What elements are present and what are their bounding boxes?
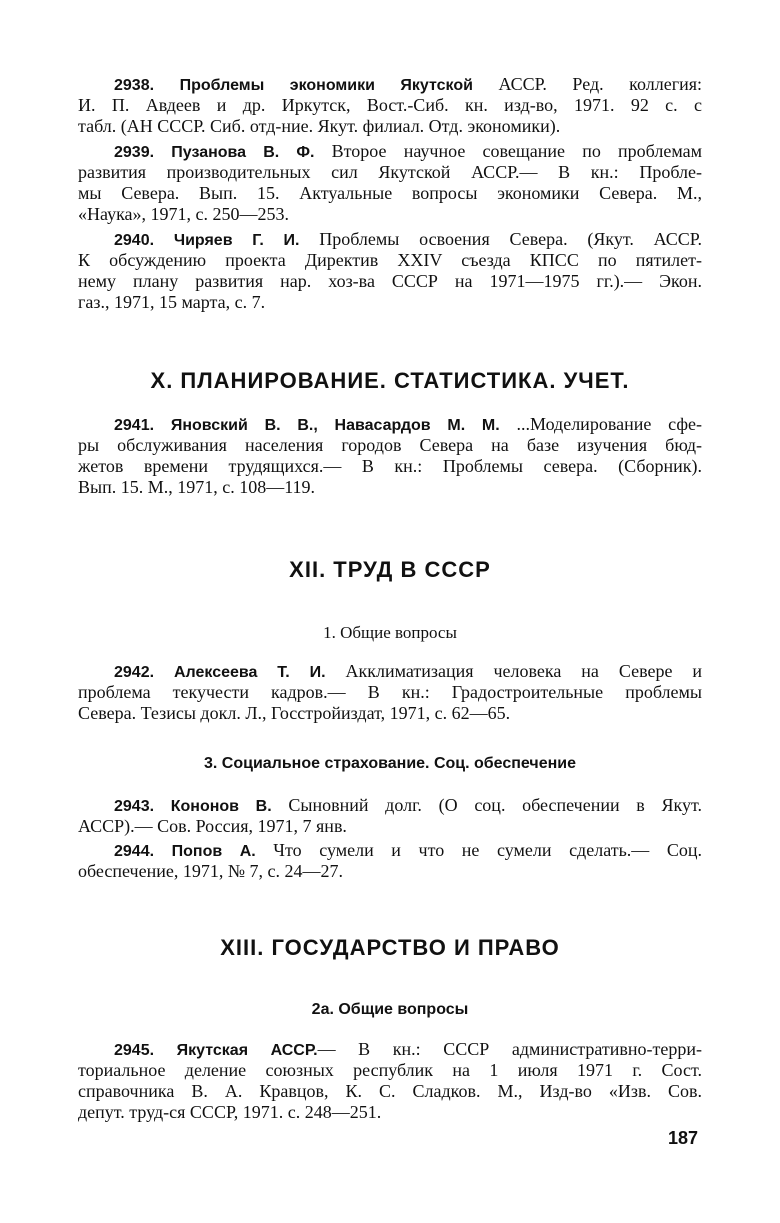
entry-2941: 2941. Яновский В. В., Навасардов М. М. ...Моделирование сфе- ры обслуживания населения городов Севера на базе изучения бюд- жетов времени трудящихся.— В кн.: Проблемы севера. (Сборник). Вып. 15. М., 1971, с. 108—119.: [78, 414, 702, 497]
subsection-heading: 1. Общие вопросы: [323, 623, 457, 642]
entry-author: Яновский В. В., Навасардов М. М.: [170, 417, 500, 434]
entry-author: Пузанова В. Ф.: [171, 144, 315, 161]
entry-number: 2944.: [114, 843, 155, 860]
page-number: 187: [668, 1128, 699, 1148]
entry-2940: 2940. Чиряев Г. И. Проблемы освоения Севера. (Якут. АССР. К обсуждению проекта Директив XXIV съезда КПСС по пятилет- нему плану развития нар. хоз-ва СССР на 1971—1975 гг.).— Экон. газ., 1971, 15 марта, с. 7.: [78, 229, 703, 312]
section-heading-x: X. ПЛАНИРОВАНИЕ. СТАТИСТИКА. УЧЕТ.: [150, 368, 630, 393]
entry-number: 2945.: [114, 1042, 155, 1059]
entry-author: Кононов В.: [170, 798, 272, 815]
entry-2942: 2942. Алексеева Т. И. Акклиматизация человека на Севере и проблема текучести кадров.— В кн.: Градостроительные проблемы Севера. Тезисы докл. Л., Госстройиздат, 1971, с. 62—65.: [78, 661, 703, 723]
entry-2939: 2939. Пузанова В. Ф. Второе научное совещание по проблемам развития производительных сил Якутской АССР.— В кн.: Пробле- мы Севера. Вып. 15. Актуальные вопросы экономики Севера. М., «Наука», 1971, с. 250—253.: [78, 141, 703, 224]
entry-author: Алексеева Т. И.: [174, 664, 326, 681]
entry-author: Чиряев Г. И.: [173, 232, 300, 249]
section-heading-xii: XII. ТРУД В СССР: [289, 557, 491, 582]
entry-2938: 2938. Проблемы экономики Якутской АССР. Ред. коллегия: И. П. Авдеев и др. Иркутск, Вост.-Сиб. кн. изд-во, 1971. 92 с. с табл. (АН СССР. Сиб. отд-ние. Якут. филиал. Отд. экономики).: [78, 74, 703, 136]
entry-2943: 2943. Кононов В. Сыновний долг. (О соц. обеспечении в Якут. АССР).— Сов. Россия, 1971, 7 янв.: [78, 795, 703, 836]
entry-2945: 2945. Якутская АССР.— В кн.: СССР административно-терри- ториальное деление союзных республик на 1 июля 1971 г. Сост. справочника В. А. Кравцов, К. С. Сладков. М., Изд-во «Изв. Сов. депут. труд-ся СССР, 1971. с. 248—251.: [78, 1039, 703, 1122]
entry-author: Попов А.: [171, 843, 256, 860]
subsection-heading: 2а. Общие вопросы: [311, 1001, 469, 1018]
entry-number: 2942.: [114, 664, 155, 681]
entry-author: Проблемы экономики Якутской: [179, 77, 473, 94]
entry-number: 2943.: [114, 798, 155, 815]
entry-number: 2938.: [114, 77, 155, 94]
entry-number: 2940.: [114, 232, 155, 249]
entry-number: 2939.: [114, 144, 155, 161]
section-heading-xiii: XIII. ГОСУДАРСТВО И ПРАВО: [220, 935, 560, 960]
entry-2944: 2944. Попов А. Что сумели и что не сумели сделать.— Соц. обеспечение, 1971, № 7, с. 24—27.: [78, 840, 703, 881]
subsection-heading: 3. Социальное страхование. Соц. обеспечение: [203, 755, 576, 772]
entry-author: Якутская АССР.: [176, 1042, 318, 1059]
entry-number: 2941.: [114, 417, 155, 434]
